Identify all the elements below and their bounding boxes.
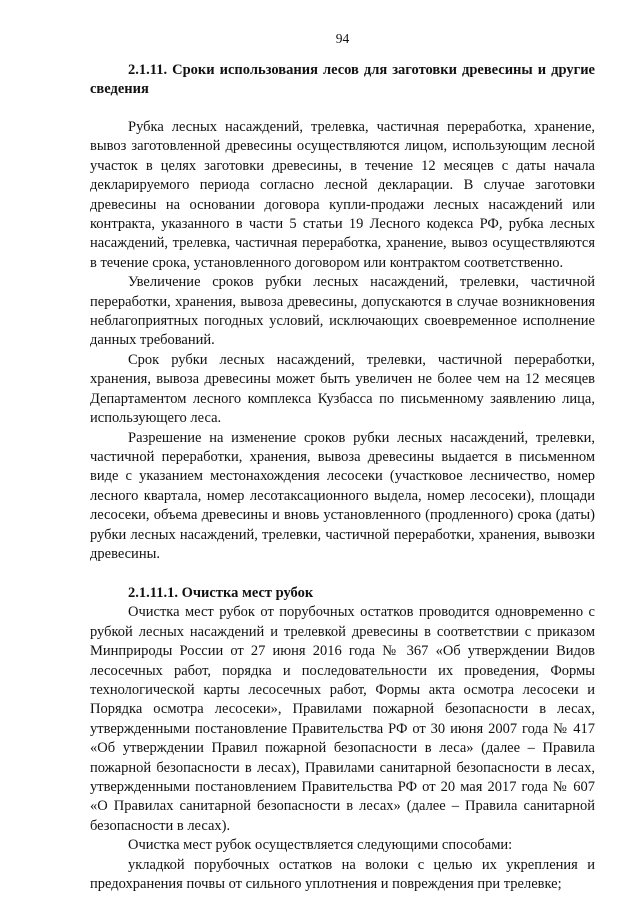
paragraph: Увеличение сроков рубки лесных насаждений, трелевки, частичной переработки, хранения, вывоза древесины, допускаются в случае возникновения неблагоприятных погодных условий, исключающих своевременное исполнение данных требований. (90, 274, 595, 349)
subsection-heading: 2.1.11.1. Очистка мест рубок (128, 585, 314, 602)
page-number: 94 (335, 31, 350, 46)
paragraph: Очистка мест рубок от порубочных остатков проводится одновременно с рубкой лесных насаждений и трелевкой древесины в соответствии с приказом Минприроды России от 27 июня 2016 года № 367 «Об утверждении Видов лесосечных работ, порядка и последовательности их проведения, Формы технологической карты лесосечных работ, Формы акта осмотра лесосеки и Порядка осмотра лесосеки», Правилами пожарной безопасности в лесах, утвержденными постановление Правительства РФ от 30 июня 2007 года № 417 «Об утверждении Правил пожарной безопасности в леса» (далее – Правила пожарной безопасности в лесах), Правилами санитарной безопасности в лесах, утвержденными постановлением Правительства РФ от 20 мая 2017 года № 607 «О Правилах санитарной безопасности в лесах» (далее – Правила санитарной безопасности в лесах). (90, 604, 595, 834)
paragraph: укладкой порубочных остатков на волоки с целью их укрепления и предохранения почвы от сильного уплотнения и повреждения при трелевке; (90, 856, 595, 893)
document-page (90, 31, 595, 894)
paragraph: Очистка мест рубок осуществляется следующими способами: (128, 837, 513, 854)
paragraph: Срок рубки лесных насаждений, трелевки, частичной переработки, хранения, вывоза древесины может быть увеличен не более чем на 12 месяцев Департаментом лесного комплекса Кузбасса по письменному заявлению лица, использующего леса. (90, 351, 595, 427)
section-heading: 2.1.11. Сроки использования лесов для заготовки древесины и другие сведения (90, 62, 595, 97)
spacer (90, 99, 595, 118)
paragraph: Разрешение на изменение сроков рубки лесных насаждений, трелевки, частичной переработки, хранения, вывоза древесины выдается в письменном виде с указанием местонахождения лесосеки (участковое лесничество, номер лесного квартала, номер лесотаксационного выдела, номер лесосеки), площади лесосеки, объема древесины и вновь установленного (продленного) срока (даты) рубки лесных насаждений, трелевки, частичной переработки, хранения, вывозки древесины. (90, 429, 595, 562)
paragraph: Рубка лесных насаждений, трелевка, частичная переработка, хранение, вывоз заготовленной древесины осуществляются лицом, использующим лесной участок в целях заготовки древесины, в течение 12 месяцев с даты начала декларируемого периода согласно лесной декларации. В случае заготовки древесины на основании договора купли-продажи лесных насаждений или контракта, указанного в части 5 статьи 19 Лесного кодекса РФ, рубка лесных насаждений, трелевка, частичная переработка, хранение, вывоз осуществляются в течение срока, установленного договором или контрактом соответственно. (90, 119, 595, 271)
